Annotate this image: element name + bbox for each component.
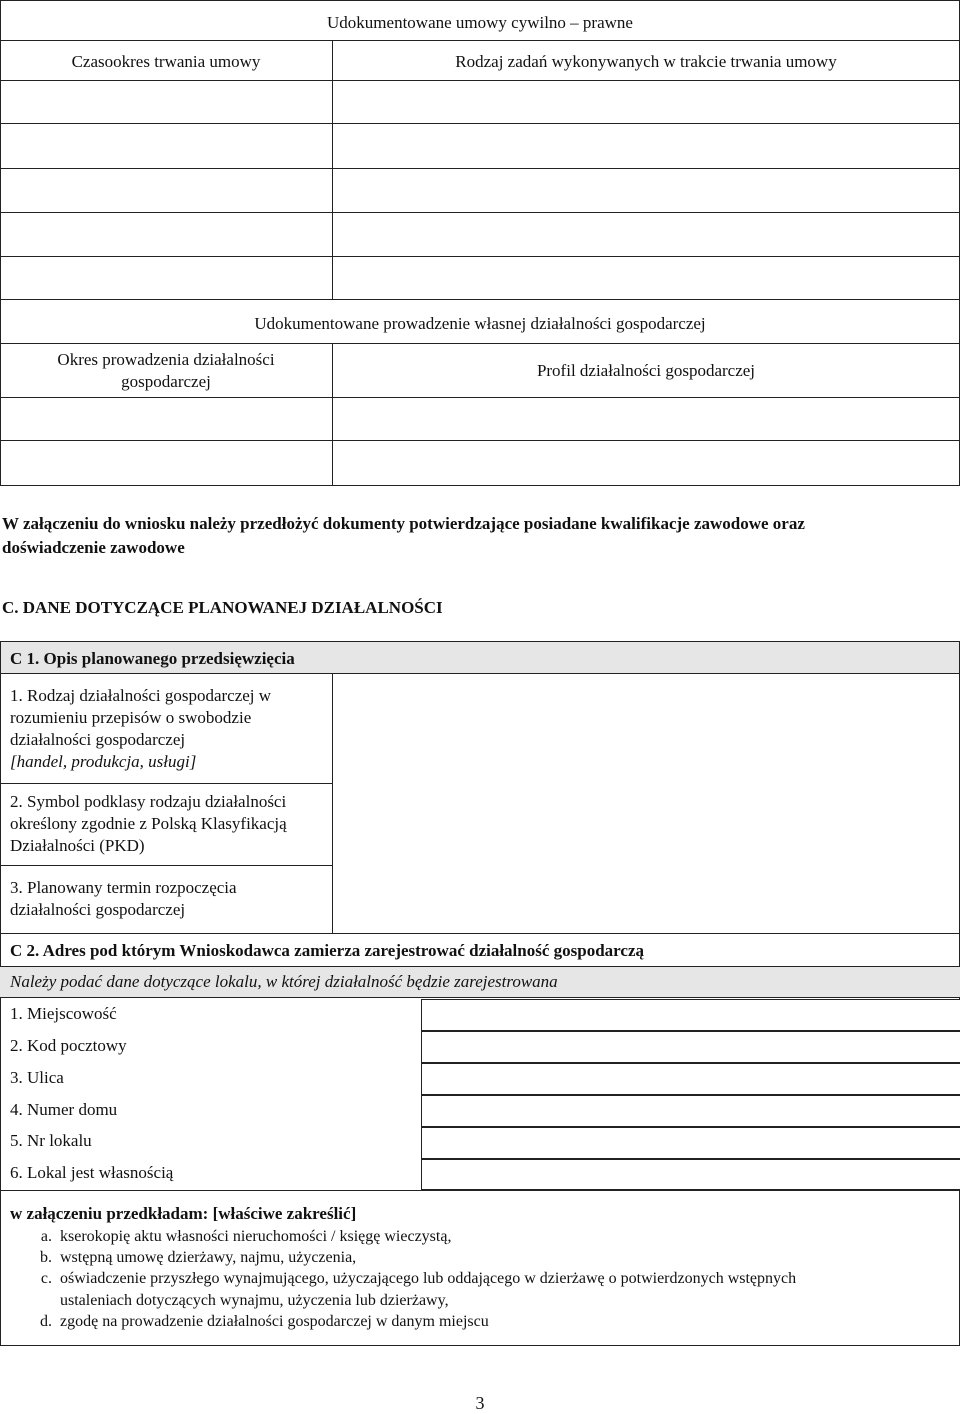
civil-contract-row-2-period[interactable] xyxy=(0,124,331,167)
c1-question-1-label: 1. Rodzaj działalności gospodarczej w rozumieniu przepisów o swobodzie działalności gospodarczej xyxy=(10,686,272,749)
c2-field-label-apartment-number: 5. Nr lokalu xyxy=(10,1131,92,1150)
attachment-text-a: kserokopię aktu własności nieruchomości / księgę wieczystą, xyxy=(60,1228,452,1245)
c1-question-1-hint: [handel, produkcja, usługi] xyxy=(10,752,197,771)
civil-contract-row-1-tasks[interactable] xyxy=(333,81,959,122)
civil-contract-row-3-period[interactable] xyxy=(0,169,331,211)
attachment-text-b: wstępną umowę dzierżawy, najmu, użyczenia, xyxy=(60,1249,357,1266)
civil-contract-row-5-period[interactable] xyxy=(0,257,331,299)
street-input[interactable] xyxy=(421,1063,960,1095)
own-business-row-2-period[interactable] xyxy=(0,441,331,485)
own-business-row-1-profile[interactable] xyxy=(333,398,959,439)
attachment-marker-c: c. xyxy=(40,1270,52,1287)
civil-contract-row-5-tasks[interactable] xyxy=(333,257,959,299)
attachment-option-c[interactable] xyxy=(30,1268,940,1312)
c2-field-label-street: 3. Ulica xyxy=(10,1068,64,1087)
house-number-input[interactable] xyxy=(421,1095,960,1127)
attachment-text-c-line1: oświadczenie przyszłego wynajmującego, użyczającego lub oddającego w dzierżawę o potwierdzonych wstępnych xyxy=(60,1270,797,1287)
attachment-marker-b: b. xyxy=(40,1249,52,1266)
civil-contract-row-2-tasks[interactable] xyxy=(333,124,959,167)
c2-field-label-house-number: 4. Numer domu xyxy=(10,1100,118,1119)
civil-contracts-tasks-header: Rodzaj zadań wykonywanych w trakcie trwania umowy xyxy=(455,52,837,71)
attachments-heading: w załączeniu przedkładam: [właściwe zakreślić] xyxy=(10,1204,357,1223)
own-business-profile-header: Profil działalności gospodarczej xyxy=(536,361,756,380)
civil-contract-row-4-tasks[interactable] xyxy=(333,213,959,255)
c2-field-label-locality: 1. Miejscowość xyxy=(10,1004,117,1023)
attachment-marker-d: d. xyxy=(40,1313,52,1330)
c1-heading: C 1. Opis planowanego przedsięwzięcia xyxy=(10,649,295,668)
civil-contract-row-4-period[interactable] xyxy=(0,213,331,255)
civil-contracts-period-header: Czasookres trwania umowy xyxy=(71,52,261,71)
attachment-marker-a: a. xyxy=(40,1228,52,1245)
own-business-period-header: Okres prowadzenia działalności gospodarczej xyxy=(57,350,275,391)
own-business-title: Udokumentowane prowadzenie własnej działalności gospodarczej xyxy=(254,314,706,333)
c1-answer-field[interactable] xyxy=(333,675,959,933)
ownership-input[interactable] xyxy=(421,1159,960,1190)
c1-question-2-label: 2. Symbol podklasy rodzaju działalności określony zgodnie z Polską Klasyfikacją Działalności (PKD) xyxy=(10,792,287,855)
attachment-option-b[interactable] xyxy=(30,1247,940,1269)
c2-heading: C 2. Adres pod którym Wnioskodawca zamierza zarejestrować działalność gospodarczą xyxy=(10,941,644,960)
civil-contract-row-1-period[interactable] xyxy=(0,81,331,122)
own-business-row-1-period[interactable] xyxy=(0,398,331,439)
c2-field-label-postal-code: 2. Kod pocztowy xyxy=(10,1036,127,1055)
section-c-heading: C. DANE DOTYCZĄCE PLANOWANEJ DZIAŁALNOŚCI xyxy=(2,598,443,617)
c2-field-label-ownership: 6. Lokal jest własnością xyxy=(10,1163,174,1182)
apartment-number-input[interactable] xyxy=(421,1127,960,1159)
locality-input[interactable] xyxy=(421,999,960,1031)
attachment-text-d: zgodę na prowadzenie działalności gospodarczej w danym miejscu xyxy=(60,1313,489,1330)
attachment-option-d[interactable] xyxy=(30,1311,940,1333)
attachment-note: W załączeniu do wniosku należy przedłożyć dokumenty potwierdzające posiadane kwalifikacje zawodowe oraz doświadczenie zawodowe xyxy=(2,514,805,557)
c2-instruction: Należy podać dane dotyczące lokalu, w której działalność będzie zarejestrowana xyxy=(10,972,558,991)
civil-contracts-title: Udokumentowane umowy cywilno – prawne xyxy=(327,13,633,32)
c1-question-3-label: 3. Planowany termin rozpoczęcia działalności gospodarczej xyxy=(10,878,237,919)
civil-contract-row-3-tasks[interactable] xyxy=(333,169,959,211)
page-number: 3 xyxy=(475,1393,485,1413)
attachment-text-c-line2: ustaleniach dotyczących wynajmu, użyczenia lub dzierżawy, xyxy=(60,1292,449,1309)
own-business-row-2-profile[interactable] xyxy=(333,441,959,485)
postal-code-input[interactable] xyxy=(421,1031,960,1063)
attachment-option-a[interactable] xyxy=(30,1226,940,1248)
